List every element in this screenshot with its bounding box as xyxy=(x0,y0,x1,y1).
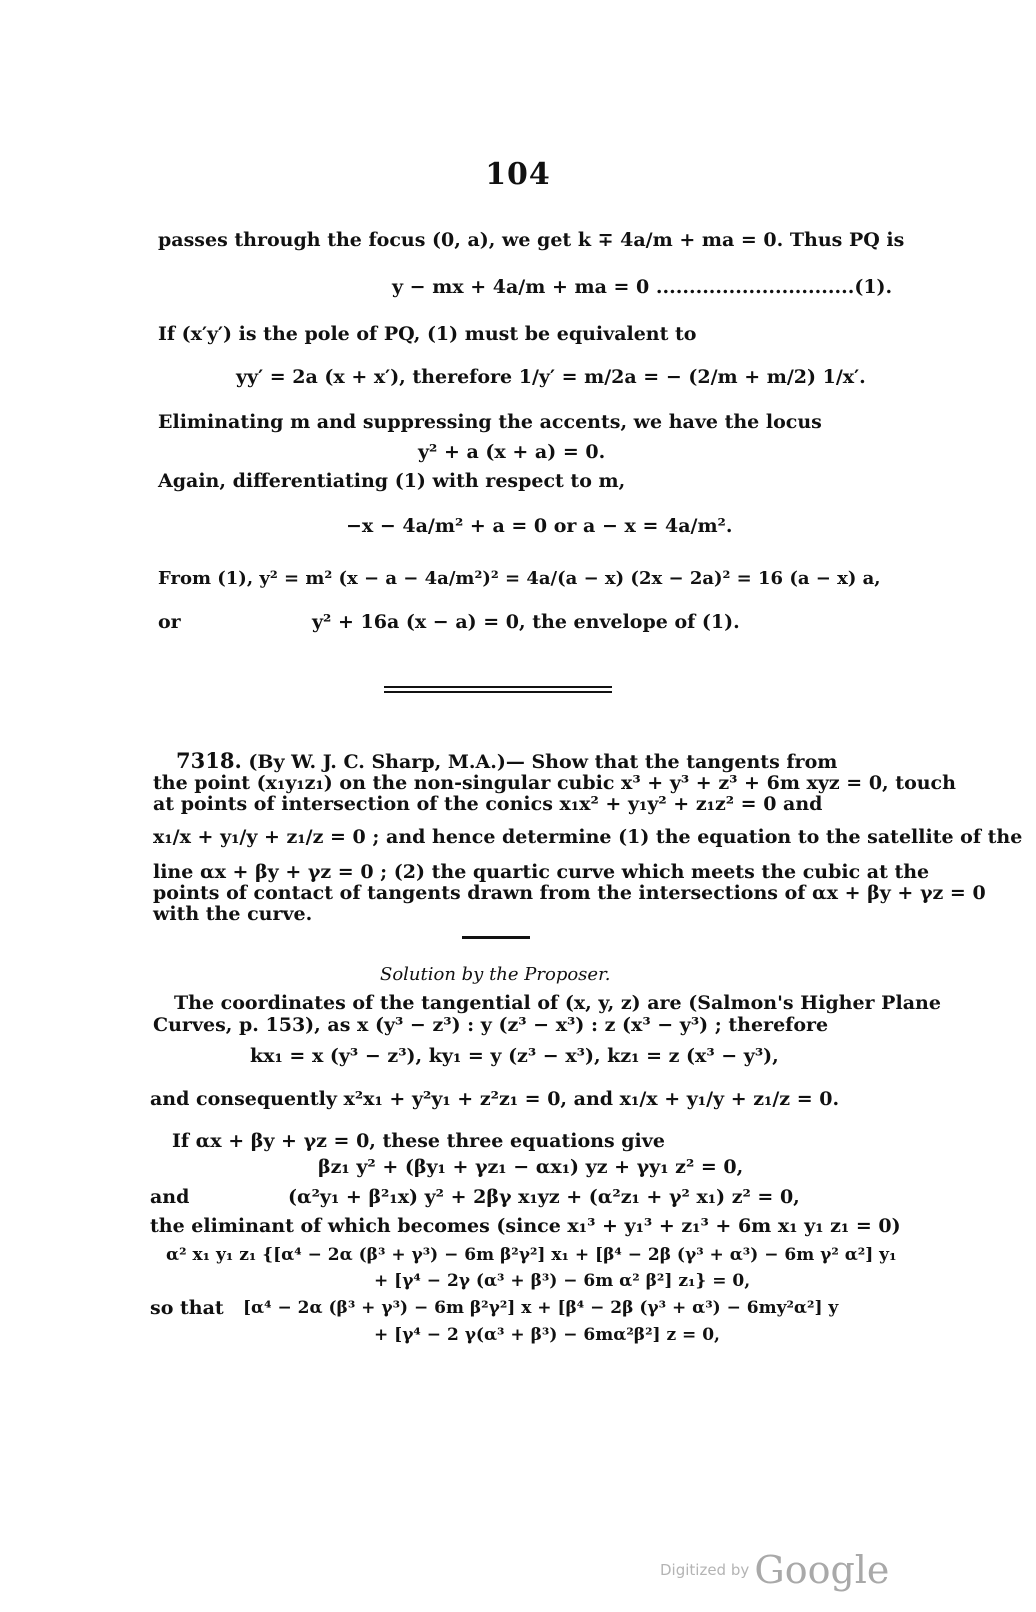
page-number: 104 xyxy=(485,157,551,192)
solution-equation: kx₁ = x (y³ − z³), ky₁ = y (z³ − x³), kz₁ = z (x³ − y³), xyxy=(250,1045,779,1067)
solution-equation: + [γ⁴ − 2 γ(α³ + β³) − 6mα²β²] z = 0, xyxy=(374,1325,720,1345)
problem-text: points of contact of tangents drawn from the intersections of αx + βy + γz = 0 xyxy=(153,882,986,904)
equation: y² + 16a (x − a) = 0, the envelope of (1). xyxy=(312,611,740,633)
equation-1: y − mx + 4a/m + ma = 0 ..............................(1). xyxy=(392,276,893,298)
solution-equation: βz₁ y² + (βy₁ + γz₁ − αx₁) yz + γy₁ z² = 0, xyxy=(318,1156,744,1178)
problem-number: 7318. xyxy=(176,748,242,773)
equation: −x − 4a/m² + a = 0 or a − x = 4a/m². xyxy=(346,515,733,537)
equation: y² + a (x + a) = 0. xyxy=(418,441,606,463)
text-line: or xyxy=(158,611,181,633)
problem-text: — Show that the tangents from xyxy=(505,751,838,773)
problem-text: at points of intersection of the conics x₁x² + y₁y² + z₁z² = 0 and xyxy=(153,793,823,815)
solution-text: so that xyxy=(150,1297,224,1319)
equation: From (1), y² = m² (x − a − 4a/m²)² = 4a/(a − x) (2x − 2a)² = 16 (a − x) a, xyxy=(158,568,881,589)
watermark-prefix: Digitized by xyxy=(660,1561,750,1579)
problem-text: line αx + βy + γz = 0 ; (2) the quartic curve which meets the cubic at the xyxy=(153,861,930,883)
solution-equation: (α²y₁ + β²₁x) y² + 2βγ x₁yz + (α²z₁ + γ² x₁) z² = 0, xyxy=(288,1186,800,1208)
problem-text: with the curve. xyxy=(153,903,313,925)
problem-text: x₁/x + y₁/y + z₁/z = 0 ; and hence determine (1) the equation to the satellite of the xyxy=(153,826,1023,848)
solution-text: Curves, p. 153), as x (y³ − z³) : y (z³ − x³) : z (x³ − y³) ; therefore xyxy=(153,1014,829,1036)
solution-equation: + [γ⁴ − 2γ (α³ + β³) − 6m α² β²] z₁} = 0, xyxy=(374,1271,751,1291)
problem-header xyxy=(176,750,837,773)
solution-equation: and consequently x²x₁ + y²y₁ + z²z₁ = 0, and x₁/x + y₁/y + z₁/z = 0. xyxy=(150,1088,840,1110)
solution-text: the eliminant of which becomes (since x₁³ + y₁³ + z₁³ + 6m x₁ y₁ z₁ = 0) xyxy=(150,1215,901,1237)
equation: yy′ = 2a (x + x′), therefore 1/y′ = m/2a = − (2/m + m/2) 1/x′. xyxy=(236,366,866,388)
problem-author: (By W. J. C. Sharp, M.A.) xyxy=(248,751,506,773)
solution-text: and xyxy=(150,1186,190,1208)
google-logo: Google xyxy=(754,1548,890,1592)
solution-divider xyxy=(462,936,530,939)
section-divider-bottom xyxy=(384,691,612,693)
solution-text: If αx + βy + γz = 0, these three equations give xyxy=(172,1130,665,1152)
section-divider-top xyxy=(384,686,612,688)
text-line: Eliminating m and suppressing the accents, we have the locus xyxy=(158,411,822,433)
solution-text: The coordinates of the tangential of (x, y, z) are (Salmon's Higher Plane xyxy=(174,992,941,1014)
problem-text: the point (x₁y₁z₁) on the non-singular cubic x³ + y³ + z³ + 6m xyz = 0, touch xyxy=(153,772,956,794)
solution-heading: Solution by the Proposer. xyxy=(380,964,611,985)
digitized-watermark xyxy=(660,1548,889,1592)
text-line: Again, differentiating (1) with respect to m, xyxy=(158,470,626,492)
text-line: passes through the focus (0, a), we get k ∓ 4a/m + ma = 0. Thus PQ is xyxy=(158,229,905,251)
solution-equation: α² x₁ y₁ z₁ {[α⁴ − 2α (β³ + γ³) − 6m β²γ²] x₁ + [β⁴ − 2β (γ³ + α³) − 6m γ² α²] y₁ xyxy=(166,1245,897,1265)
text-line: If (x′y′) is the pole of PQ, (1) must be equivalent to xyxy=(158,323,697,345)
solution-equation: [α⁴ − 2α (β³ + γ³) − 6m β²γ²] x + [β⁴ − 2β (γ³ + α³) − 6my²α²] y xyxy=(243,1298,839,1318)
